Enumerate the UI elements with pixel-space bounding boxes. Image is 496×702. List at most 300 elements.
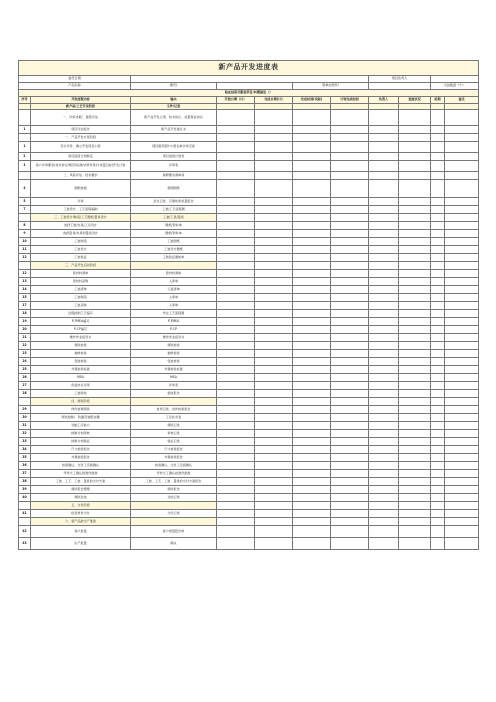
row-status[interactable] xyxy=(399,430,431,438)
row-status[interactable] xyxy=(399,134,431,142)
row-remarks[interactable] xyxy=(445,470,479,478)
row-planned-time[interactable] xyxy=(331,254,369,262)
row-plan-start[interactable] xyxy=(217,538,255,550)
row-plan-start[interactable] xyxy=(217,278,255,286)
row-actual-end[interactable] xyxy=(293,198,331,206)
row-owner[interactable] xyxy=(369,238,399,246)
row-actual-end[interactable] xyxy=(293,398,331,406)
row-remarks[interactable] xyxy=(445,302,479,310)
row-remarks[interactable] xyxy=(445,526,479,538)
row-remarks[interactable] xyxy=(445,318,479,326)
row-owner[interactable] xyxy=(369,366,399,374)
row-remarks[interactable] xyxy=(445,366,479,374)
row-plan-start[interactable] xyxy=(217,518,255,526)
row-plan-start[interactable] xyxy=(217,494,255,502)
info-value-drawing[interactable] xyxy=(217,83,293,90)
row-delay[interactable] xyxy=(431,254,445,262)
row-remarks[interactable] xyxy=(445,294,479,302)
row-owner[interactable] xyxy=(369,126,399,134)
row-plan-start[interactable] xyxy=(217,161,255,172)
row-status[interactable] xyxy=(399,422,431,430)
row-planned-time[interactable] xyxy=(331,390,369,398)
info-value-orig-drawing[interactable] xyxy=(369,83,431,90)
row-plan-end[interactable] xyxy=(255,310,293,318)
row-plan-end[interactable] xyxy=(255,382,293,390)
row-status[interactable] xyxy=(399,398,431,406)
row-actual-end[interactable] xyxy=(293,358,331,366)
row-actual-end[interactable] xyxy=(293,180,331,198)
row-planned-time[interactable] xyxy=(331,222,369,230)
row-planned-time[interactable] xyxy=(331,278,369,286)
row-remarks[interactable] xyxy=(445,342,479,350)
row-plan-start[interactable] xyxy=(217,390,255,398)
row-remarks[interactable] xyxy=(445,502,479,510)
row-delay[interactable] xyxy=(431,422,445,430)
row-owner[interactable] xyxy=(369,382,399,390)
row-status[interactable] xyxy=(399,510,431,518)
row-status[interactable] xyxy=(399,414,431,422)
row-actual-end[interactable] xyxy=(293,238,331,246)
row-delay[interactable] xyxy=(431,462,445,470)
row-remarks[interactable] xyxy=(445,214,479,222)
row-remarks[interactable] xyxy=(445,110,479,126)
row-remarks[interactable] xyxy=(445,430,479,438)
row-plan-end[interactable] xyxy=(255,510,293,518)
row-plan-start[interactable] xyxy=(217,126,255,134)
row-plan-start[interactable] xyxy=(217,134,255,142)
row-remarks[interactable] xyxy=(445,538,479,550)
row-plan-start[interactable] xyxy=(217,318,255,326)
row-delay[interactable] xyxy=(431,414,445,422)
row-plan-end[interactable] xyxy=(255,153,293,161)
row-remarks[interactable] xyxy=(445,161,479,172)
row-owner[interactable] xyxy=(369,358,399,366)
row-status[interactable] xyxy=(399,110,431,126)
row-status[interactable] xyxy=(399,310,431,318)
row-status[interactable] xyxy=(399,126,431,134)
row-status[interactable] xyxy=(399,172,431,180)
row-planned-time[interactable] xyxy=(331,454,369,462)
row-plan-start[interactable] xyxy=(217,342,255,350)
row-planned-time[interactable] xyxy=(331,342,369,350)
row-actual-end[interactable] xyxy=(293,502,331,510)
row-planned-time[interactable] xyxy=(331,161,369,172)
row-planned-time[interactable] xyxy=(331,538,369,550)
row-remarks[interactable] xyxy=(445,278,479,286)
row-owner[interactable] xyxy=(369,302,399,310)
row-remarks[interactable] xyxy=(445,350,479,358)
row-planned-time[interactable] xyxy=(331,286,369,294)
row-actual-end[interactable] xyxy=(293,422,331,430)
row-delay[interactable] xyxy=(431,294,445,302)
row-planned-time[interactable] xyxy=(331,294,369,302)
row-status[interactable] xyxy=(399,366,431,374)
row-status[interactable] xyxy=(399,446,431,454)
row-status[interactable] xyxy=(399,142,431,153)
row-owner[interactable] xyxy=(369,334,399,342)
row-delay[interactable] xyxy=(431,326,445,334)
row-plan-start[interactable] xyxy=(217,110,255,126)
row-planned-time[interactable] xyxy=(331,180,369,198)
row-planned-time[interactable] xyxy=(331,153,369,161)
row-delay[interactable] xyxy=(431,486,445,494)
row-status[interactable] xyxy=(399,286,431,294)
row-remarks[interactable] xyxy=(445,398,479,406)
row-delay[interactable] xyxy=(431,398,445,406)
row-owner[interactable] xyxy=(369,342,399,350)
row-remarks[interactable] xyxy=(445,422,479,430)
row-owner[interactable] xyxy=(369,270,399,278)
row-owner[interactable] xyxy=(369,414,399,422)
row-status[interactable] xyxy=(399,526,431,538)
row-delay[interactable] xyxy=(431,358,445,366)
row-plan-start[interactable] xyxy=(217,502,255,510)
row-plan-end[interactable] xyxy=(255,414,293,422)
row-actual-end[interactable] xyxy=(293,430,331,438)
row-planned-time[interactable] xyxy=(331,238,369,246)
row-actual-end[interactable] xyxy=(293,342,331,350)
row-planned-time[interactable] xyxy=(331,206,369,214)
row-planned-time[interactable] xyxy=(331,422,369,430)
row-actual-end[interactable] xyxy=(293,134,331,142)
row-owner[interactable] xyxy=(369,230,399,238)
row-delay[interactable] xyxy=(431,454,445,462)
row-delay[interactable] xyxy=(431,214,445,222)
row-plan-end[interactable] xyxy=(255,446,293,454)
row-remarks[interactable] xyxy=(445,358,479,366)
row-plan-end[interactable] xyxy=(255,172,293,180)
row-remarks[interactable] xyxy=(445,172,479,180)
row-owner[interactable] xyxy=(369,262,399,270)
row-owner[interactable] xyxy=(369,374,399,382)
row-owner[interactable] xyxy=(369,153,399,161)
row-actual-end[interactable] xyxy=(293,414,331,422)
row-actual-end[interactable] xyxy=(293,294,331,302)
row-plan-start[interactable] xyxy=(217,350,255,358)
row-plan-end[interactable] xyxy=(255,538,293,550)
row-planned-time[interactable] xyxy=(331,414,369,422)
row-status[interactable] xyxy=(399,470,431,478)
row-status[interactable] xyxy=(399,502,431,510)
info-value-date[interactable] xyxy=(131,76,369,83)
row-actual-end[interactable] xyxy=(293,230,331,238)
row-remarks[interactable] xyxy=(445,254,479,262)
row-planned-time[interactable] xyxy=(331,446,369,454)
row-remarks[interactable] xyxy=(445,134,479,142)
row-actual-end[interactable] xyxy=(293,222,331,230)
row-status[interactable] xyxy=(399,374,431,382)
row-plan-end[interactable] xyxy=(255,502,293,510)
row-planned-time[interactable] xyxy=(331,462,369,470)
row-planned-time[interactable] xyxy=(331,350,369,358)
row-plan-end[interactable] xyxy=(255,438,293,446)
row-plan-end[interactable] xyxy=(255,198,293,206)
row-actual-end[interactable] xyxy=(293,486,331,494)
row-owner[interactable] xyxy=(369,278,399,286)
row-planned-time[interactable] xyxy=(331,270,369,278)
row-status[interactable] xyxy=(399,390,431,398)
row-delay[interactable] xyxy=(431,262,445,270)
row-actual-end[interactable] xyxy=(293,286,331,294)
row-actual-end[interactable] xyxy=(293,454,331,462)
row-delay[interactable] xyxy=(431,366,445,374)
row-owner[interactable] xyxy=(369,310,399,318)
row-owner[interactable] xyxy=(369,526,399,538)
row-remarks[interactable] xyxy=(445,478,479,486)
row-remarks[interactable] xyxy=(445,438,479,446)
row-actual-end[interactable] xyxy=(293,161,331,172)
row-planned-time[interactable] xyxy=(331,382,369,390)
row-remarks[interactable] xyxy=(445,262,479,270)
row-remarks[interactable] xyxy=(445,406,479,414)
row-remarks[interactable] xyxy=(445,142,479,153)
row-actual-end[interactable] xyxy=(293,326,331,334)
row-plan-end[interactable] xyxy=(255,230,293,238)
row-status[interactable] xyxy=(399,486,431,494)
row-delay[interactable] xyxy=(431,134,445,142)
row-remarks[interactable] xyxy=(445,486,479,494)
row-plan-start[interactable] xyxy=(217,262,255,270)
row-plan-end[interactable] xyxy=(255,342,293,350)
row-planned-time[interactable] xyxy=(331,438,369,446)
row-actual-end[interactable] xyxy=(293,438,331,446)
row-actual-end[interactable] xyxy=(293,310,331,318)
row-plan-end[interactable] xyxy=(255,366,293,374)
row-status[interactable] xyxy=(399,180,431,198)
row-planned-time[interactable] xyxy=(331,262,369,270)
row-remarks[interactable] xyxy=(445,414,479,422)
row-owner[interactable] xyxy=(369,172,399,180)
row-actual-end[interactable] xyxy=(293,510,331,518)
row-actual-end[interactable] xyxy=(293,262,331,270)
row-plan-end[interactable] xyxy=(255,222,293,230)
row-owner[interactable] xyxy=(369,326,399,334)
row-actual-end[interactable] xyxy=(293,254,331,262)
row-plan-start[interactable] xyxy=(217,206,255,214)
row-actual-end[interactable] xyxy=(293,110,331,126)
row-status[interactable] xyxy=(399,270,431,278)
row-status[interactable] xyxy=(399,358,431,366)
row-actual-end[interactable] xyxy=(293,406,331,414)
row-plan-end[interactable] xyxy=(255,326,293,334)
row-remarks[interactable] xyxy=(445,310,479,318)
row-remarks[interactable] xyxy=(445,374,479,382)
row-delay[interactable] xyxy=(431,286,445,294)
row-planned-time[interactable] xyxy=(331,358,369,366)
row-plan-start[interactable] xyxy=(217,366,255,374)
row-owner[interactable] xyxy=(369,214,399,222)
row-plan-end[interactable] xyxy=(255,334,293,342)
row-plan-start[interactable] xyxy=(217,334,255,342)
row-plan-end[interactable] xyxy=(255,278,293,286)
row-plan-start[interactable] xyxy=(217,214,255,222)
row-delay[interactable] xyxy=(431,342,445,350)
row-delay[interactable] xyxy=(431,110,445,126)
row-status[interactable] xyxy=(399,334,431,342)
row-delay[interactable] xyxy=(431,172,445,180)
row-delay[interactable] xyxy=(431,538,445,550)
row-plan-start[interactable] xyxy=(217,142,255,153)
row-actual-end[interactable] xyxy=(293,126,331,134)
row-remarks[interactable] xyxy=(445,518,479,526)
row-plan-end[interactable] xyxy=(255,486,293,494)
row-status[interactable] xyxy=(399,406,431,414)
row-plan-start[interactable] xyxy=(217,326,255,334)
row-plan-end[interactable] xyxy=(255,254,293,262)
row-plan-end[interactable] xyxy=(255,302,293,310)
row-actual-end[interactable] xyxy=(293,462,331,470)
row-plan-end[interactable] xyxy=(255,180,293,198)
row-status[interactable] xyxy=(399,246,431,254)
row-planned-time[interactable] xyxy=(331,374,369,382)
row-remarks[interactable] xyxy=(445,206,479,214)
row-owner[interactable] xyxy=(369,134,399,142)
row-delay[interactable] xyxy=(431,310,445,318)
row-plan-end[interactable] xyxy=(255,454,293,462)
row-plan-start[interactable] xyxy=(217,238,255,246)
row-plan-end[interactable] xyxy=(255,470,293,478)
row-remarks[interactable] xyxy=(445,454,479,462)
row-planned-time[interactable] xyxy=(331,430,369,438)
row-remarks[interactable] xyxy=(445,446,479,454)
row-status[interactable] xyxy=(399,230,431,238)
row-plan-end[interactable] xyxy=(255,286,293,294)
row-delay[interactable] xyxy=(431,518,445,526)
row-delay[interactable] xyxy=(431,502,445,510)
row-plan-end[interactable] xyxy=(255,518,293,526)
row-plan-start[interactable] xyxy=(217,526,255,538)
row-actual-end[interactable] xyxy=(293,302,331,310)
row-status[interactable] xyxy=(399,326,431,334)
row-planned-time[interactable] xyxy=(331,494,369,502)
row-actual-end[interactable] xyxy=(293,350,331,358)
row-planned-time[interactable] xyxy=(331,302,369,310)
row-actual-end[interactable] xyxy=(293,526,331,538)
row-status[interactable] xyxy=(399,198,431,206)
row-plan-start[interactable] xyxy=(217,180,255,198)
row-plan-start[interactable] xyxy=(217,486,255,494)
row-delay[interactable] xyxy=(431,382,445,390)
row-actual-end[interactable] xyxy=(293,494,331,502)
row-remarks[interactable] xyxy=(445,390,479,398)
row-remarks[interactable] xyxy=(445,462,479,470)
row-owner[interactable] xyxy=(369,398,399,406)
row-remarks[interactable] xyxy=(445,326,479,334)
row-remarks[interactable] xyxy=(445,510,479,518)
row-status[interactable] xyxy=(399,350,431,358)
row-delay[interactable] xyxy=(431,430,445,438)
row-planned-time[interactable] xyxy=(331,230,369,238)
row-remarks[interactable] xyxy=(445,180,479,198)
row-delay[interactable] xyxy=(431,390,445,398)
row-owner[interactable] xyxy=(369,246,399,254)
row-plan-start[interactable] xyxy=(217,438,255,446)
row-owner[interactable] xyxy=(369,422,399,430)
row-status[interactable] xyxy=(399,206,431,214)
row-delay[interactable] xyxy=(431,142,445,153)
row-plan-start[interactable] xyxy=(217,294,255,302)
row-planned-time[interactable] xyxy=(331,406,369,414)
row-actual-end[interactable] xyxy=(293,270,331,278)
row-remarks[interactable] xyxy=(445,153,479,161)
row-owner[interactable] xyxy=(369,518,399,526)
row-remarks[interactable] xyxy=(445,494,479,502)
row-status[interactable] xyxy=(399,262,431,270)
row-status[interactable] xyxy=(399,382,431,390)
row-delay[interactable] xyxy=(431,278,445,286)
row-owner[interactable] xyxy=(369,390,399,398)
row-actual-end[interactable] xyxy=(293,334,331,342)
row-status[interactable] xyxy=(399,238,431,246)
row-remarks[interactable] xyxy=(445,238,479,246)
row-status[interactable] xyxy=(399,278,431,286)
row-owner[interactable] xyxy=(369,510,399,518)
row-plan-start[interactable] xyxy=(217,398,255,406)
row-remarks[interactable] xyxy=(445,222,479,230)
row-owner[interactable] xyxy=(369,318,399,326)
row-remarks[interactable] xyxy=(445,270,479,278)
row-delay[interactable] xyxy=(431,302,445,310)
row-plan-end[interactable] xyxy=(255,494,293,502)
row-delay[interactable] xyxy=(431,494,445,502)
row-status[interactable] xyxy=(399,222,431,230)
row-plan-end[interactable] xyxy=(255,350,293,358)
row-planned-time[interactable] xyxy=(331,510,369,518)
row-actual-end[interactable] xyxy=(293,318,331,326)
row-remarks[interactable] xyxy=(445,230,479,238)
row-plan-end[interactable] xyxy=(255,270,293,278)
row-delay[interactable] xyxy=(431,126,445,134)
row-plan-end[interactable] xyxy=(255,526,293,538)
row-plan-end[interactable] xyxy=(255,161,293,172)
row-actual-end[interactable] xyxy=(293,142,331,153)
row-actual-end[interactable] xyxy=(293,470,331,478)
row-planned-time[interactable] xyxy=(331,310,369,318)
row-status[interactable] xyxy=(399,302,431,310)
row-plan-start[interactable] xyxy=(217,446,255,454)
row-remarks[interactable] xyxy=(445,198,479,206)
row-actual-end[interactable] xyxy=(293,153,331,161)
row-owner[interactable] xyxy=(369,254,399,262)
row-owner[interactable] xyxy=(369,294,399,302)
row-plan-start[interactable] xyxy=(217,198,255,206)
row-plan-start[interactable] xyxy=(217,510,255,518)
row-planned-time[interactable] xyxy=(331,518,369,526)
row-plan-start[interactable] xyxy=(217,153,255,161)
row-owner[interactable] xyxy=(369,430,399,438)
row-status[interactable] xyxy=(399,462,431,470)
row-plan-end[interactable] xyxy=(255,110,293,126)
row-plan-start[interactable] xyxy=(217,414,255,422)
row-plan-end[interactable] xyxy=(255,134,293,142)
row-plan-end[interactable] xyxy=(255,422,293,430)
row-actual-end[interactable] xyxy=(293,374,331,382)
row-plan-end[interactable] xyxy=(255,462,293,470)
row-plan-start[interactable] xyxy=(217,286,255,294)
row-planned-time[interactable] xyxy=(331,334,369,342)
row-plan-end[interactable] xyxy=(255,318,293,326)
row-plan-end[interactable] xyxy=(255,478,293,486)
row-status[interactable] xyxy=(399,153,431,161)
row-plan-start[interactable] xyxy=(217,454,255,462)
row-delay[interactable] xyxy=(431,230,445,238)
row-plan-start[interactable] xyxy=(217,470,255,478)
row-owner[interactable] xyxy=(369,142,399,153)
row-remarks[interactable] xyxy=(445,246,479,254)
row-delay[interactable] xyxy=(431,206,445,214)
row-owner[interactable] xyxy=(369,161,399,172)
row-status[interactable] xyxy=(399,214,431,222)
